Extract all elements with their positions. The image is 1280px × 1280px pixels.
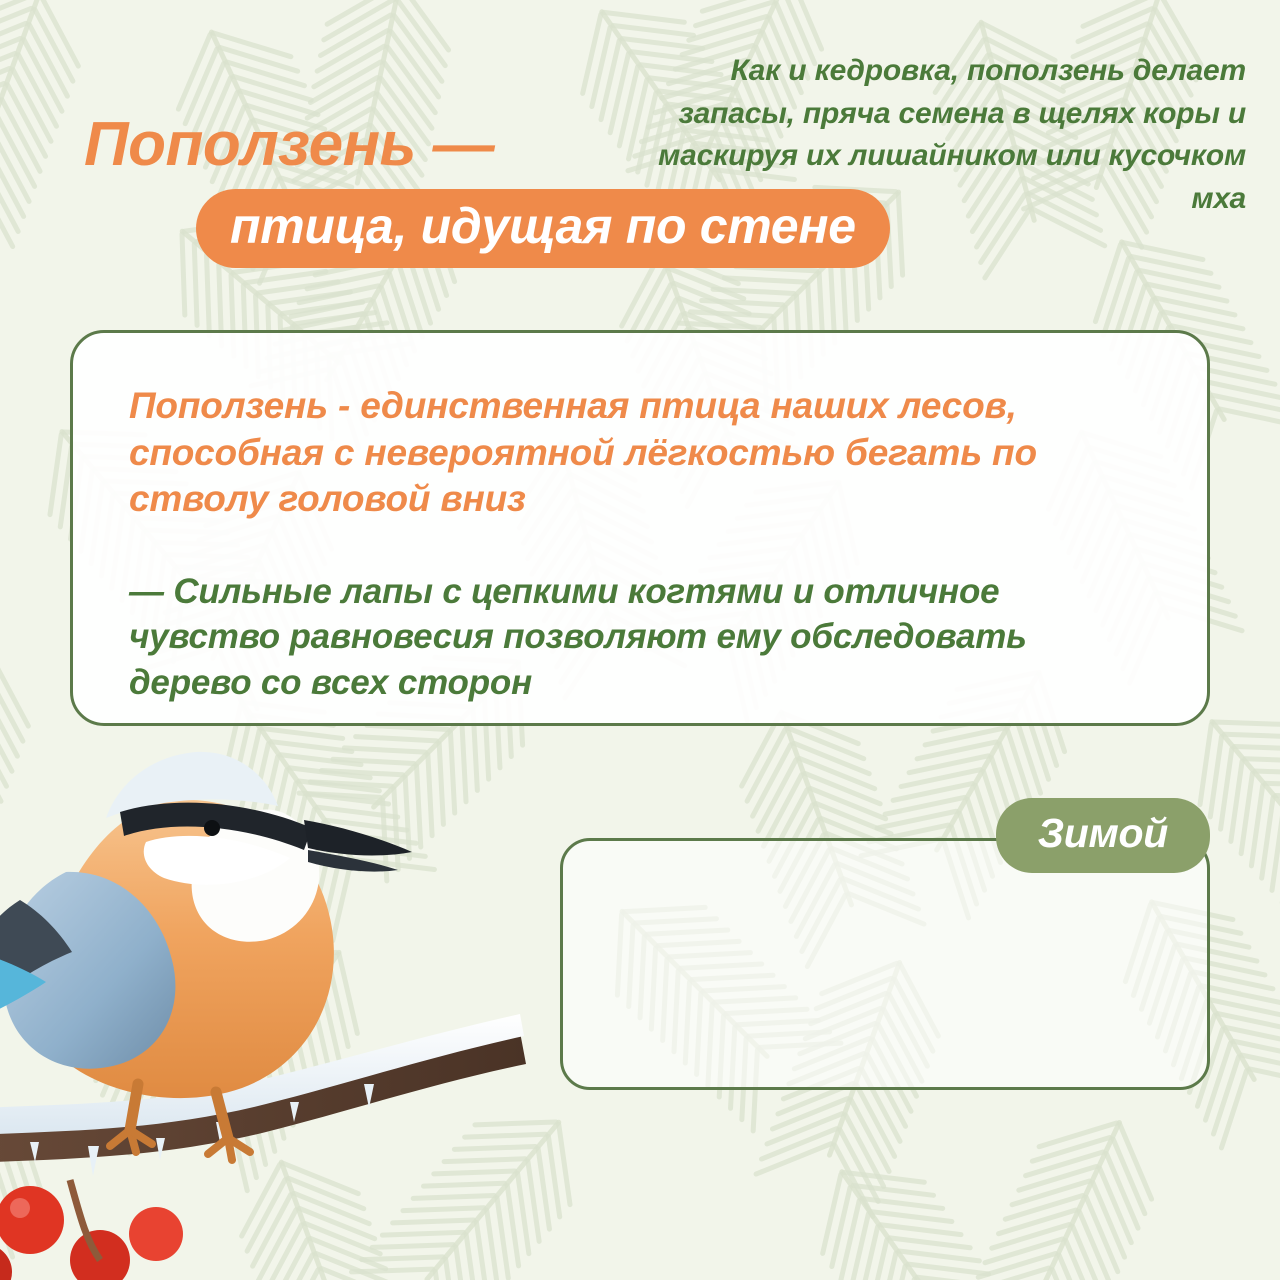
nuthatch-illustration [0, 660, 600, 1280]
winter-card-text: Как и кедровка, поползень делает запасы, пряча семена в щелях коры и маскируя их лишайником или кусочком мха [658, 54, 1246, 215]
page-title: Поползень — [84, 110, 495, 179]
card-sub-text: — Сильные лапы с цепкими когтями и отличное чувство равновесия позволяют ему обследовать дерево со всех сторон [129, 571, 1027, 702]
card-lead-text: Поползень - единственная птица наших лесов, способная с невероятной лёгкостью бегать по стволу головой вниз [129, 385, 1037, 520]
winter-badge: Зимой [996, 798, 1210, 873]
bird-beak-upper [304, 820, 412, 855]
title-subtitle-pill: птица, идущая по стене [196, 189, 890, 268]
bird-eye [204, 820, 220, 836]
title-block [0, 112, 1280, 268]
rowan-berries [0, 1186, 183, 1280]
winter-info-card [560, 838, 1210, 1090]
